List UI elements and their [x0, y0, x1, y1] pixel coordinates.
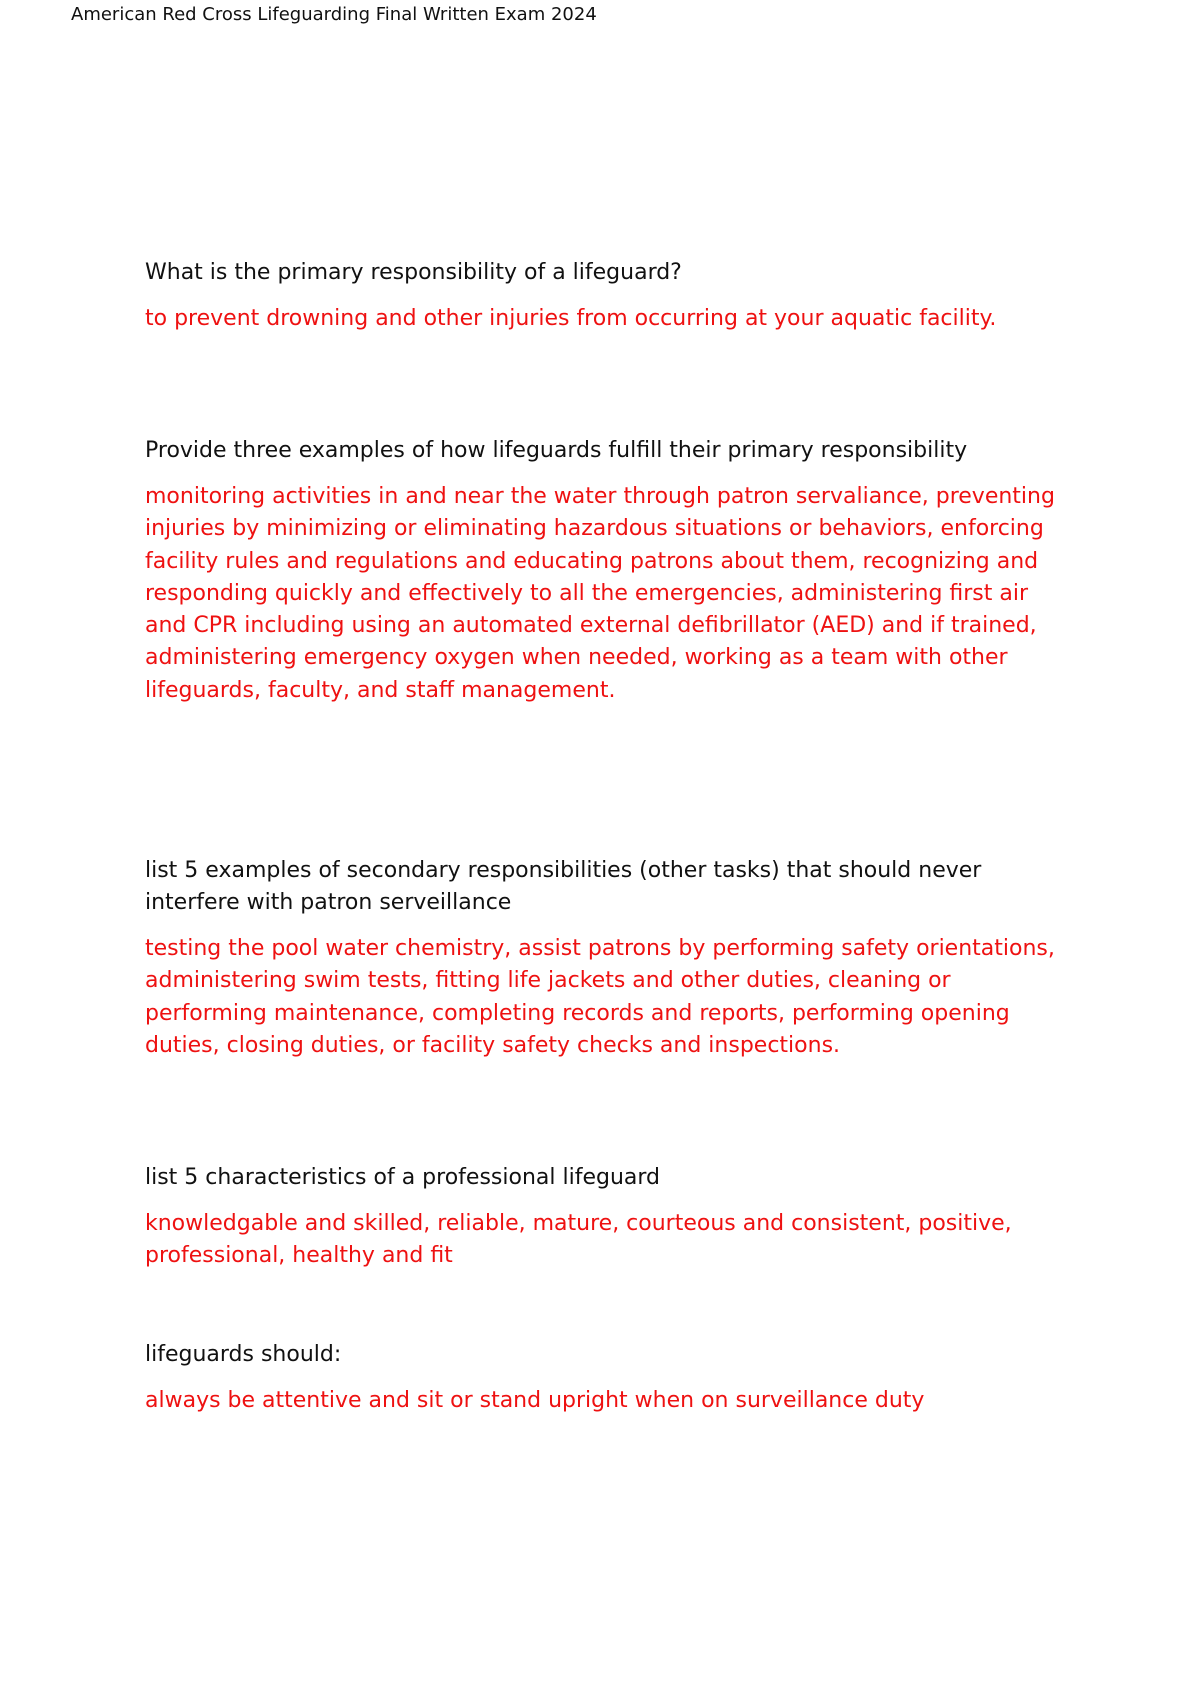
- qa-block: [145, 1339, 1065, 1417]
- question-text: list 5 characteristics of a professional lifeguard: [145, 1165, 660, 1190]
- qa-block: [145, 435, 1065, 707]
- question-text: lifeguards should:: [145, 1342, 342, 1367]
- answer-text: monitoring activities in and near the water through patron servaliance, preventing injuries by minimizing or eliminating hazardous situations or behaviors, enforcing facility rules and regulations and educating patrons about them, recognizing and responding quickly and effectively to all the emergencies, administering first air and CPR including using an automated external defibrillator (AED) and if trained, administering emergency oxygen when needed, working as a team with other lifeguards, faculty, and staff management.: [145, 484, 1055, 703]
- qa-block: [145, 257, 1065, 335]
- answer-text: testing the pool water chemistry, assist patrons by performing safety orientations, administering swim tests, fitting life jackets and other duties, cleaning or performing maintenance, completing records and reports, performing opening duties, closing duties, or facility safety checks and inspections.: [145, 936, 1055, 1058]
- answer-text: to prevent drowning and other injuries from occurring at your aquatic facility.: [145, 306, 997, 331]
- document-header: American Red Cross Lifeguarding Final Written Exam 2024: [71, 4, 597, 25]
- answer-text: knowledgable and skilled, reliable, mature, courteous and consistent, positive, professional, healthy and fit: [145, 1211, 1012, 1269]
- question-text: Provide three examples of how lifeguards fulfill their primary responsibility: [145, 438, 968, 463]
- qa-block: [145, 1162, 1065, 1273]
- qa-block: [145, 855, 1065, 1062]
- answer-text: always be attentive and sit or stand upright when on surveillance duty: [145, 1388, 925, 1413]
- question-text: list 5 examples of secondary responsibilities (other tasks) that should never interfere with patron serveillance: [145, 858, 982, 915]
- question-text: What is the primary responsibility of a lifeguard?: [145, 260, 682, 285]
